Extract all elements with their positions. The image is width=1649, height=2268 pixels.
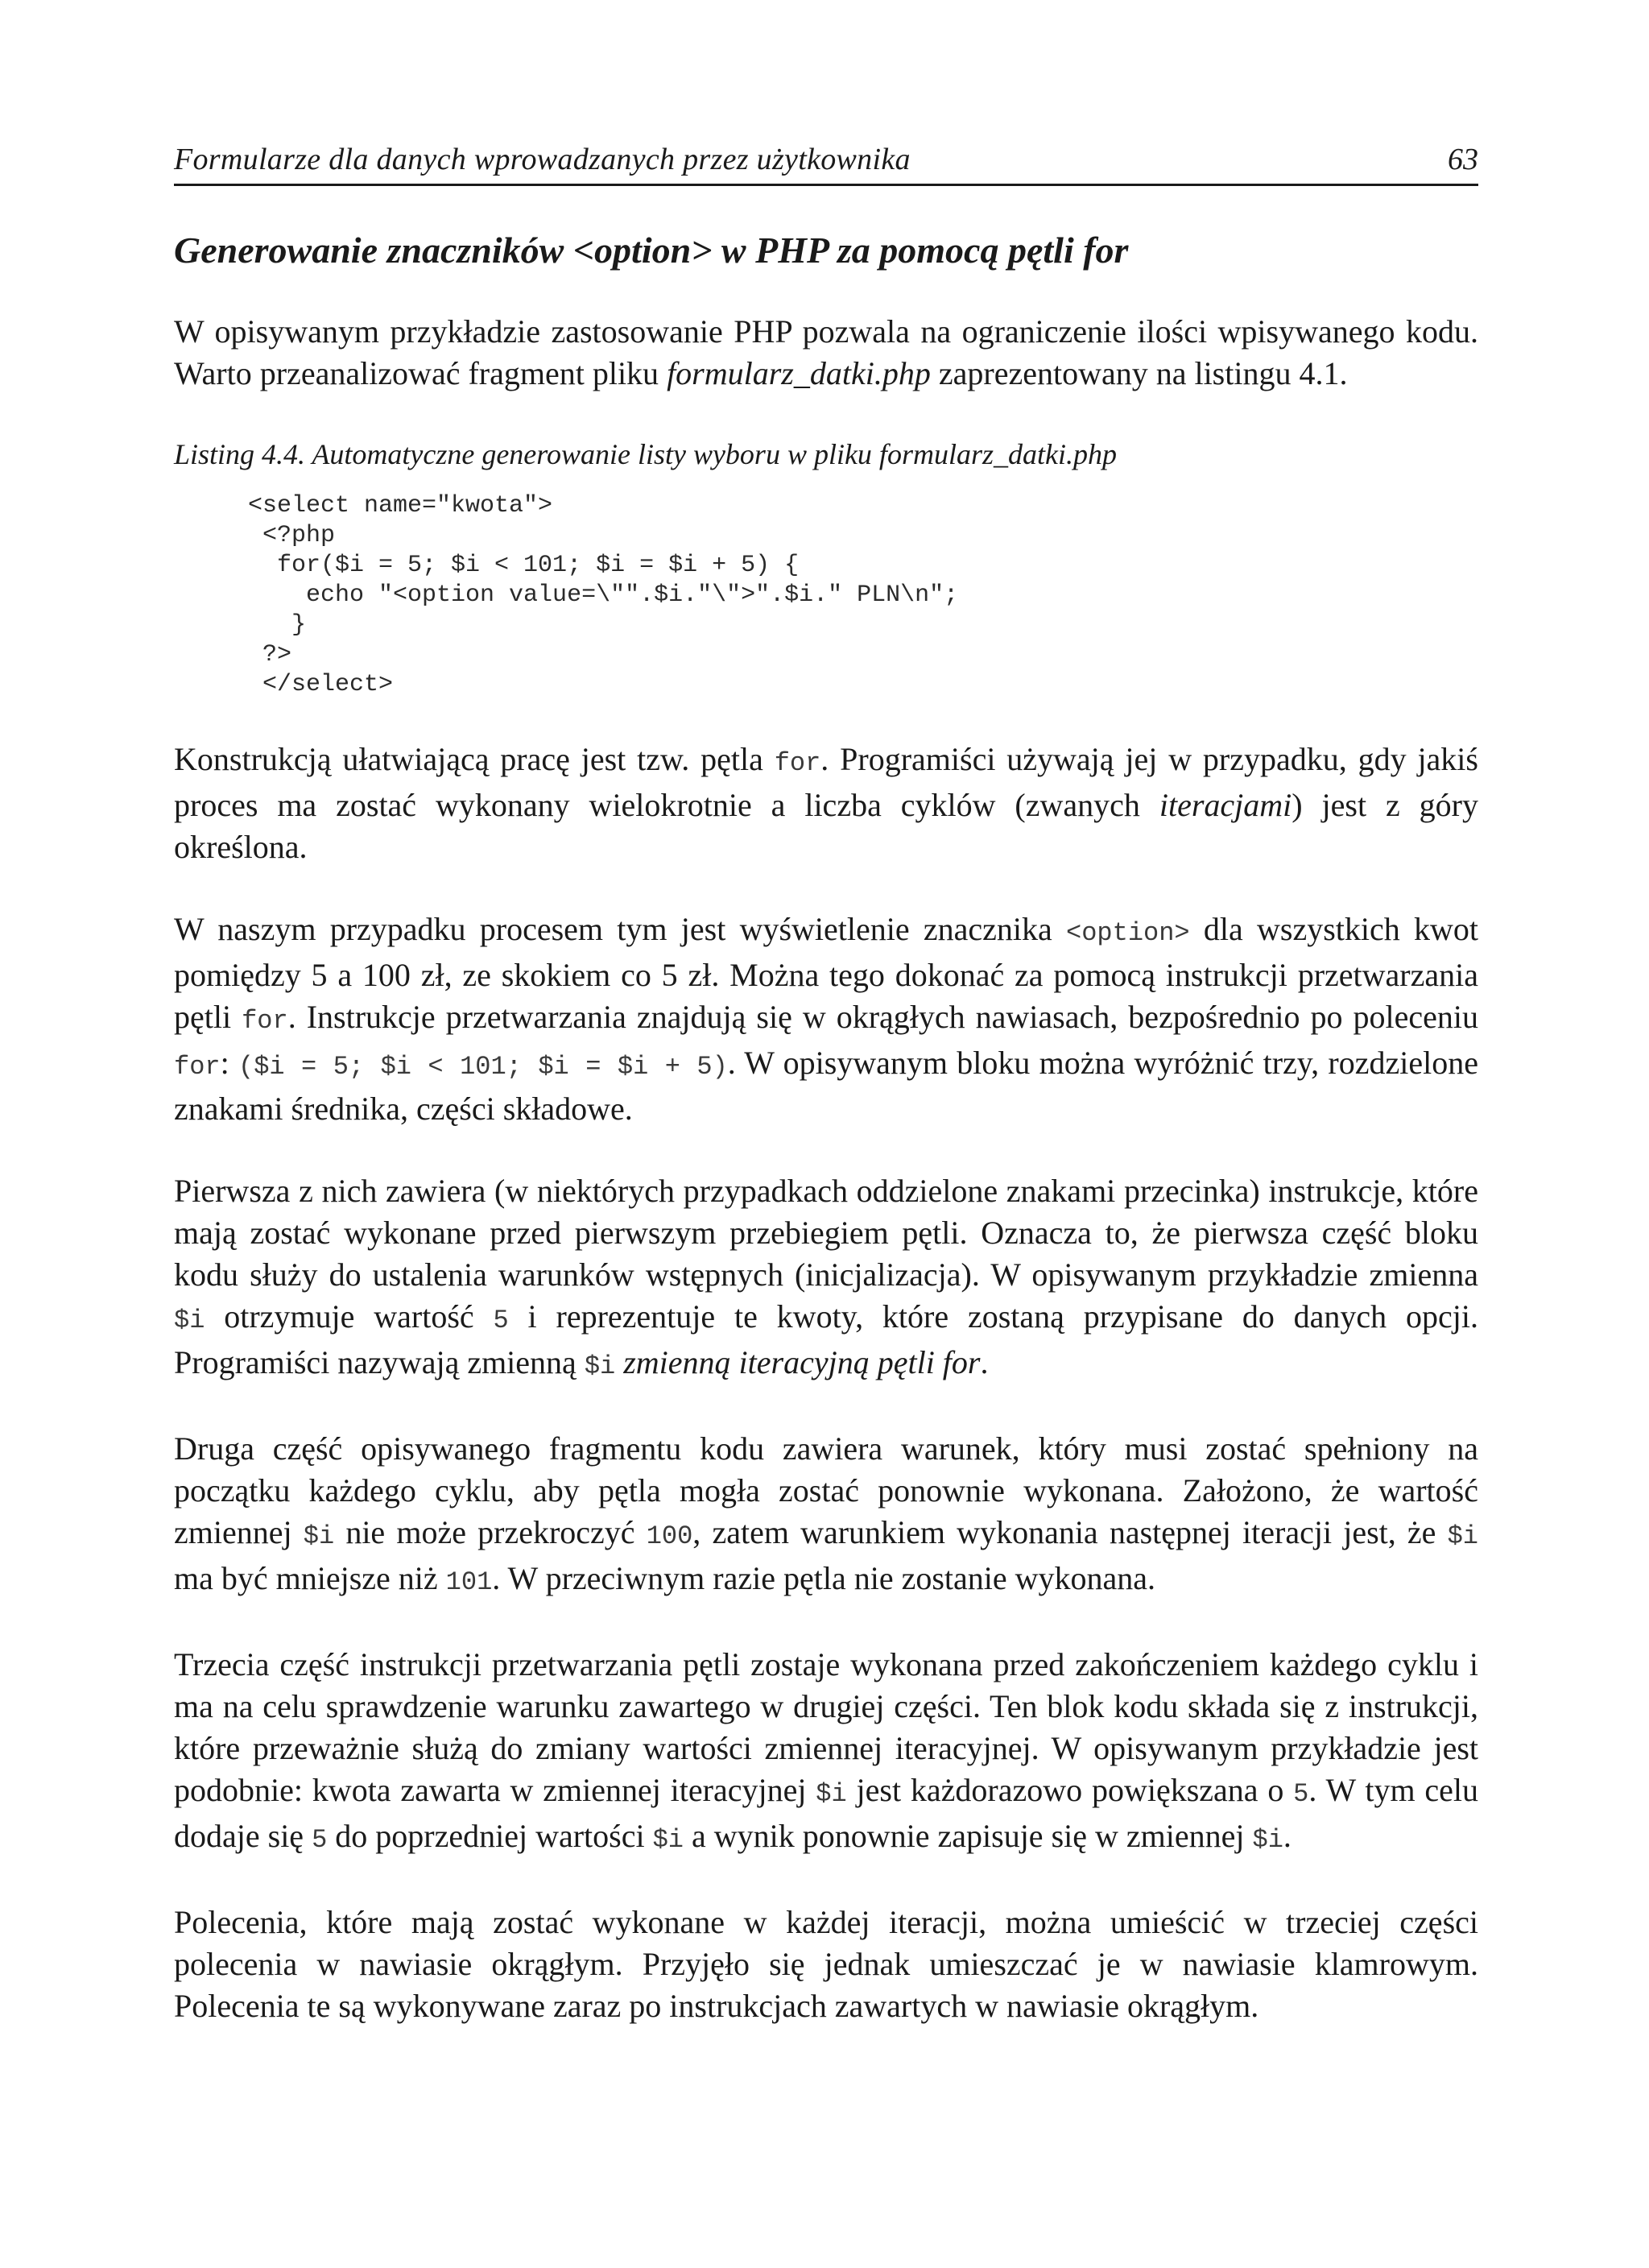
text-run: Konstrukcją ułatwiającą pracę jest tzw. pętla [174,741,775,777]
text-run: . [980,1344,989,1380]
paragraph-option-tag [174,908,1478,1130]
inline-code: $i [584,1351,616,1381]
page-content [174,226,1478,2067]
page-header [174,135,1478,186]
page-number: 63 [1448,143,1478,176]
inline-code: $i [816,1779,847,1809]
text-run: W naszym przypadku procesem tym jest wyświetlenie znacznika [174,911,1066,947]
text-run: . Instrukcje przetwarzania znajdują się w okrągłych nawiasach, bezpośrednio po poleceniu [287,999,1478,1035]
inline-code: 101 [445,1567,493,1597]
text-run: jest każdorazowo powiększana o [846,1772,1294,1808]
code-line: <?php [248,522,336,549]
text-run: do poprzedniej wartości [327,1818,653,1854]
text-run: otrzymuje wartość [205,1298,494,1335]
inline-code: $i [1252,1825,1283,1855]
text-run: . [1283,1818,1292,1854]
text-run: Trzecia część instrukcji przetwarzania pętli zostaje wykonana przed zakończeniem każdego cyklu i ma na celu sprawdzenie warunku zawartego w drugiej części. Ten blok kodu składa się z instrukcji, które przeważnie służą do zmiany wartości zmiennej iteracyjnej. W opisywanym przykładzie jest podobnie: kwota zawarta w zmiennej iteracyjnej [174,1646,1478,1808]
text-run: nie może przekroczyć [334,1514,647,1550]
inline-code: ($i = 5; $i < 101; $i = $i + 5) [238,1052,728,1082]
paragraph-first-part [174,1170,1478,1388]
paragraph-second-part [174,1428,1478,1604]
listing-caption: Listing 4.4. Automatyczne generowanie listy wyboru w pliku formularz_datki.php [174,438,1117,470]
emphasis-term: zmienną iteracyjną pętli for [623,1344,981,1380]
text-run: dla wszystkich kwot pomiędzy 5 a 100 zł, ze skokiem co 5 zł. Można tego dokonać za pomocą instrukcji przetwarzania pętli [174,911,1478,1035]
text-run: a wynik ponownie zapisuje się w zmiennej [684,1818,1253,1854]
running-header-title: Formularze dla danych wprowadzanych przez użytkownika [174,143,911,176]
text-run: W opisywanym przykładzie zastosowanie PHP pozwala na ograniczenie ilości wpisywanego kodu. Warto przeanalizować fragment pliku [174,313,1478,391]
inline-code: for [774,748,821,778]
text-run: . W tym celu dodaje się [174,1772,1478,1854]
code-line: </select> [248,671,394,698]
inline-code: $i [174,1306,205,1335]
code-listing [248,491,1478,700]
paragraph-for-loop-intro [174,739,1478,868]
text-run [615,1344,623,1380]
inline-code: 5 [1293,1779,1309,1809]
text-run: Druga część opisywanego fragmentu kodu zawiera warunek, który musi zostać spełniony na początku każdego cyklu, aby pętla mogła zostać ponownie wykonana. Założono, że wartość zmiennej [174,1430,1478,1550]
code-line: <select name="kwota"> [248,492,553,519]
text-run: , zatem warunkiem wykonania następnej iteracji jest, że [692,1514,1448,1550]
text-run: Pierwsza z nich zawiera (w niektórych przypadkach oddzielone znakami przecinka) instrukcje, które mają zostać wykonane przed pierwszym przebiegiem pętli. Oznacza to, że pierwsza część bloku kodu służy do ustalenia warunków wstępnych (inicjalizacja). W opisywanym przykładzie zmienna [174,1173,1478,1293]
inline-code: $i [1447,1521,1478,1551]
inline-code: 5 [312,1825,328,1855]
text-run: . W opisywanym bloku można wyróżnić trzy, rozdzielone znakami średnika, części składowe. [174,1045,1478,1127]
inline-code: for [174,1052,221,1082]
paragraph-commands [174,1902,1478,2027]
text-run: ) jest z góry określona. [174,787,1478,865]
text-run: ma być mniejsze niż [174,1560,446,1596]
text-run: Polecenia, które mają zostać wykonane w każdej iteracji, można umieścić w trzeciej części polecenia w nawiasie okrągłym. Przyjęło się jednak umieszczać je w nawiasie klamrowym. Polecenia te są wykonywane zaraz po instrukcjach zawartych w nawiasie okrągłym. [174,1904,1478,2024]
code-line: } [248,611,307,639]
file-name: formularz_datki.php [667,355,931,391]
text-run: : [220,1045,238,1081]
inline-code: $i [303,1521,335,1551]
text-run: . W przeciwnym razie pętla nie zostanie wykonana. [492,1560,1156,1596]
inline-code: <option> [1066,918,1190,948]
text-run: zaprezentowany na listingu 4.1. [930,355,1348,391]
text-run: i reprezentuje te kwoty, które zostaną przypisane do danych opcji. Programiści nazywają zmienną [174,1298,1479,1380]
text-run: . Programiści używają jej w przypadku, gdy jakiś proces ma zostać wykonany wielokrotnie a liczba cyklów (zwanych [174,741,1478,823]
intro-paragraph [174,311,1478,395]
paragraph-third-part [174,1644,1478,1861]
inline-code: $i [652,1825,684,1855]
code-line: ?> [248,641,292,668]
emphasis-term: iteracjami [1159,787,1292,823]
inline-code: 100 [646,1521,693,1551]
inline-code: for [242,1006,288,1036]
section-heading: Generowanie znaczników <option> w PHP za pomocą pętli for [174,230,1129,271]
code-line: for($i = 5; $i < 101; $i = $i + 5) { [248,552,800,579]
code-line: echo "<option value=\"".$i."\">".$i." PLN\n"; [248,581,959,609]
inline-code: 5 [493,1306,509,1335]
